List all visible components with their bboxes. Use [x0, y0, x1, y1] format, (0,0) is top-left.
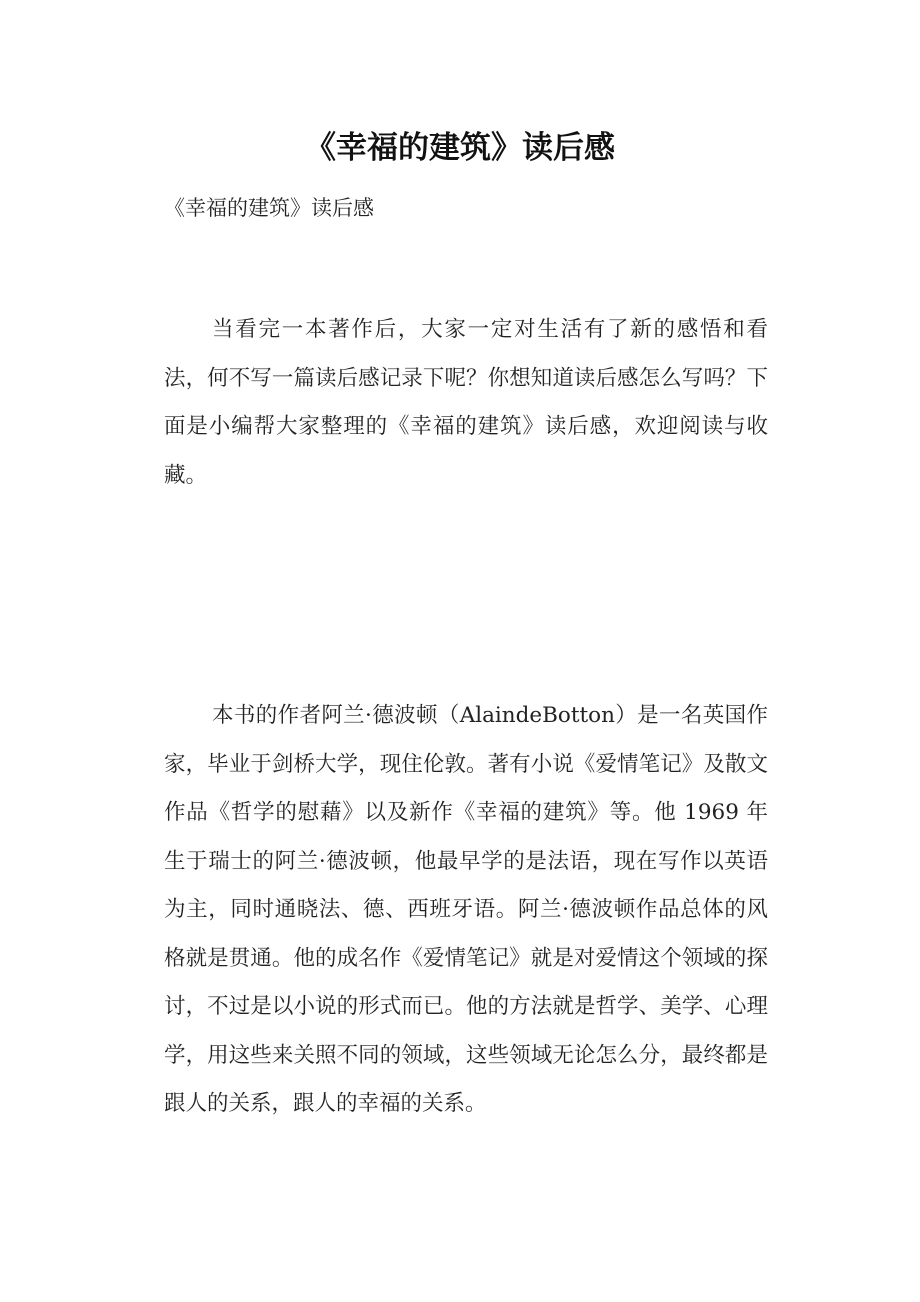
author-paragraph: 本书的作者阿兰·德波顿（AlaindeBotton）是一名英国作家，毕业于剑桥大学，现住伦敦。著有小说《爱情笔记》及散文作品《哲学的慰藉》以及新作《幸福的建筑》等。他 1969 年生于瑞士的阿兰·德波顿，他最早学的是法语，现在写作以英语为主，同时通晓法、德、西班牙语。阿兰·德波顿作品总体的风格就是贯通。他的成名作《爱情笔记》就是对爱情这个领域的探讨，不过是以小说的形式而已。他的方法就是哲学、美学、心理学，用这些来关照不同的领域，这些领域无论怎么分，最终都是跟人的关系，跟人的幸福的关系。: [164, 703, 768, 1116]
intro-paragraph: 当看完一本著作后，大家一定对生活有了新的感悟和看法，何不写一篇读后感记录下呢？你想知道读后感怎么写吗？下面是小编帮大家整理的《幸福的建筑》读后感，欢迎阅读与收藏。: [164, 317, 768, 488]
document-subtitle: 《幸福的建筑》读后感: [164, 196, 374, 220]
document-title: 《幸福的建筑》读后感: [305, 130, 615, 166]
